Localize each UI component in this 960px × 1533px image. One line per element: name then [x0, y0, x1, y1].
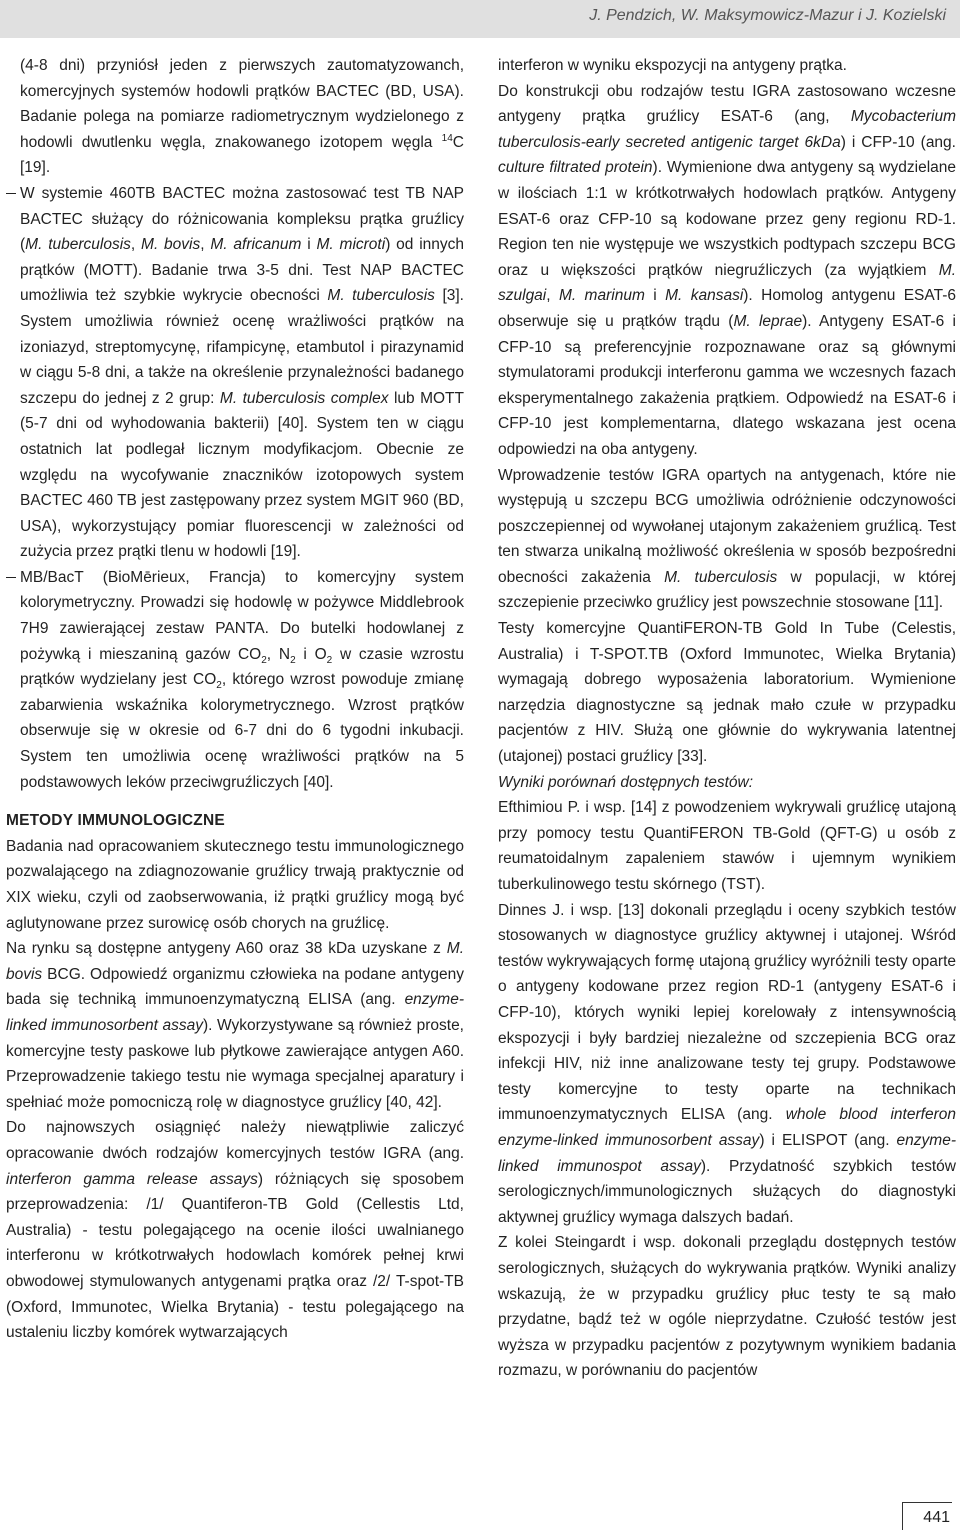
paragraph-immunological-intro: Badania nad opracowaniem skutecznego testu immunologicznego pozwalającego na zdiagnozowanie gruźlicy trwają praktycznie od XIX wieku, czyli od zaobserwowania, iż prątki gruźlicy mogą być aglutynowane przez surowicę osób chorych na gruźlicę.	[6, 837, 464, 932]
left-column	[6, 53, 464, 1346]
paragraph-interferon: interferon w wyniku ekspozycji na antygeny prątka.	[498, 57, 847, 74]
paragraph-igra-introduction: Wprowadzenie testów IGRA opartych na antygenach, które nie występują u szczepu BCG umożliwia odróżnienie odczynowości poszczepiennej od wywołanej utajonym zakażeniem gruźlicą. Test ten stwarza unikalną możliwość określenia w sposób bezpośredni obecności zakażenia M. tuberculosis w populacji, w której szczepienie przeciwko gruźlicy jest powszechnie stosowane [11].	[498, 466, 956, 612]
paragraph-dinnes: Dinnes J. i wsp. [13] dokonali przeglądu i oceny szybkich testów stosowanych w diagnostyce gruźlicy aktywnej i utajonej. Wśród testów wykrywających formę utajoną gruźlicy wyróżnili testy oparte o antygeny kodowane przez region RD-1 (antygeny ESAT-6 i CFP-10), których wyniki lepiej korelowały z intensywnością ekspozycji i były bardziej niezależne od szczepienia BCG oraz infekcji HIV, niż inne analizowane testy tej grupy. Podstawowe testy komercyjne to testy oparte na technikach immunoenzymatycznych ELISA (ang. whole blood interferon enzyme-linked immunosorbent assay) i ELISPOT (ang. enzyme-linked immunospot assay). Przydatność szybkich testów serologicznych/immunologicznych służących do diagnostyki aktywnej gruźlicy wymaga dalszych badań.	[498, 901, 956, 1226]
list-item-bactec-460tb: W systemie 460TB BACTEC można zastosować test TB NAP BACTEC służący do różnicowania kompleksu prątka gruźlicy (M. tuberculosis, M. bovis, M. africanum i M. microti) od innych prątków (MOTT). Badanie trwa 3-5 dni. Test NAP BACTEC umożliwia też szybkie wykrycie obecności M. tuberculosis [3]. System umożliwia również ocenę wrażliwości prątków na izoniazyd, streptomycynę, rifampicynę, etambutol i pirazynamid w ciągu 5-8 dni, a także na określenie przynależności badanego szczepu do jednej z 2 grup: M. tuberculosis complex lub MOTT (5-7 dni od wyhodowania bakterii) [40]. System ten w ciągu ostatnich lat podlegał licznym modyfikacjom. Obecnie ze względu na wycofywanie znaczników izotopowych system BACTEC 460 TB jest zastępowany przez system MGIT 960 (BD, USA), wykorzystujący pomiar fluorescencji w zależności od zużycia przez prątki tlenu w hodowli [19].	[6, 181, 464, 565]
running-head: J. Pendzich, W. Maksymowicz-Mazur i J. Kozielski	[589, 7, 946, 24]
page-number: 441	[902, 1502, 952, 1530]
dash-bullet	[6, 193, 16, 194]
paragraph-igra-tests: Do najnowszych osiągnięć należy niewątpliwie zaliczyć opracowanie dwóch rodzajów komercyjnych testów IGRA (ang. interferon gamma release assays) różniących się sposobem przeprowadzenia: /1/ Quantiferon-TB Gold (Cellestis Ltd, Australia) - testu polegającego na ocenie ilości uwalnianego interferonu w krótkotrwałych hodowlach komórek pełnej krwi obwodowej stymulowanych antygenami prątka oraz /2/ T-spot-TB (Oxford, Immunotec, Wielka Brytania) - testu polegającego na ustaleniu liczby komórek wytwarzających	[6, 1119, 464, 1342]
paragraph-steingardt: Z kolei Steingardt i wsp. dokonali przeglądu dostępnych testów serologicznych, służących do wykrywania prątków. Wyniki analizy wskazują, że w przypadku gruźlicy płuc testy te są mało przydatne, bądź też w ogóle nieprzydatne. Czułość testów jest wyższa w przypadku pacjentów z pozytywnym wynikiem badania rozmazu, w porównaniu do pacjentów	[498, 1234, 956, 1380]
paragraph-bactec-intro: (4-8 dni) przyniósł jeden z pierwszych zautomatyzowanch, komercyjnych systemów hodowli prątków BACTEC (BD, USA). Badanie polega na pomiarze radiometrycznym wydzielonego z hodowli dwutlenku węgla, znakowanego izotopem węgla $^{14}$C [19].	[20, 57, 464, 177]
right-column	[498, 53, 956, 1384]
paragraph-esat6-cfp10: Do konstrukcji obu rodzajów testu IGRA zastosowano wczesne antygeny prątka gruźlicy ESAT-6 (ang, Mycobacterium tuberculosis-early secreted antigenic target 6kDa) i CFP-10 (ang. culture filtrated protein). Wymienione dwa antygeny są wydzielane w ilościach 1:1 w krótkotrwałych hodowlach prątków. Antygeny ESAT-6 oraz CFP-10 są kodowane przez geny regionu RD-1. Region ten nie występuje we wszystkich podtypach szczepu BCG oraz u większości prątków niegruźliczych (za wyjątkiem M. szulgai, M. marinum i M. kansasi). Homolog antygenu ESAT-6 obserwuje się u prątków trądu (M. leprae). Antygeny ESAT-6 i CFP-10 są preferencyjnie rozpoznawane oraz są głównymi stymulatorami produkcji interferonu gamma we wczesnych fazach eksperymentalnego zakażenia prątkiem. Odpowiedź na ESAT-6 i CFP-10 jest komplementarna, dlatego wskazana jest ocena odpowiedzi na oba antygeny.	[498, 82, 956, 458]
list-item-mb-bact: MB/BacT (BioMērieux, Francja) to komercyjny system kolorymetryczny. Prowadzi się hodowlę w pożywce Middlebrook 7H9 zawierającej zestaw PANTA. Do butelki hodowlanej z pożywką i mieszaniną gazów $CO_2$, $N_2$ i $O_2$ w czasie wzrostu prątków wydzielany jest $CO_2$, którego wzrost powoduje zmianę zabarwienia wskaźnika kolorymetrycznego. Wzrost prątków obserwuje się w okresie od 6-7 dni do 6 tygodni inkubacji. System ten umożliwia ocenę wrażliwości prątków na 5 podstawowych leków przeciwgruźliczych [40].	[6, 565, 464, 795]
dash-bullet	[6, 577, 16, 578]
header-bar	[0, 0, 960, 38]
paragraph-a60-antigens: Na rynku są dostępne antygeny A60 oraz 38 kDa uzyskane z M. bovis BCG. Odpowiedź organizmu człowieka na podane antygeny bada się techniką immunoenzymatyczną ELISA (ang. enzyme-linked immunosorbent assay). Wykorzystywane są również proste, komercyjne testy paskowe lub płytkowe zawierające antygen A60. Przeprowadzenie takiego testu nie wymaga specjalnej aparatury i spełniać może pomocniczą rolę w diagnostyce gruźlicy [40, 42].	[6, 940, 464, 1111]
subheading-comparison: Wyniki porównań dostępnych testów:	[498, 773, 754, 791]
paragraph-efthimiou: Efthimiou P. i wsp. [14] z powodzeniem wykrywali gruźlicę utajoną przy pomocy testu QuantiFERON TB-Gold (QFT-G) u osób z reumatoidalnym zapaleniem stawów i ujemnym wynikiem tuberkulinowego testu skórnego (TST).	[498, 799, 956, 893]
paragraph-commercial-tests: Testy komercyjne QuantiFERON-TB Gold In Tube (Celestis, Australia) i T-SPOT.TB (Oxford Immunotec, Wielka Brytania) wymagają dobrego wyposażenia laboratorium. Wymienione narzędzia diagnostyczne są jednak mało czułe w przypadku pacjentów z HIV. Służą one głównie do wykrywania latentnej (utajonej) postaci gruźlicy [33].	[498, 620, 956, 766]
section-heading: METODY IMMUNOLOGICZNE	[6, 812, 225, 830]
